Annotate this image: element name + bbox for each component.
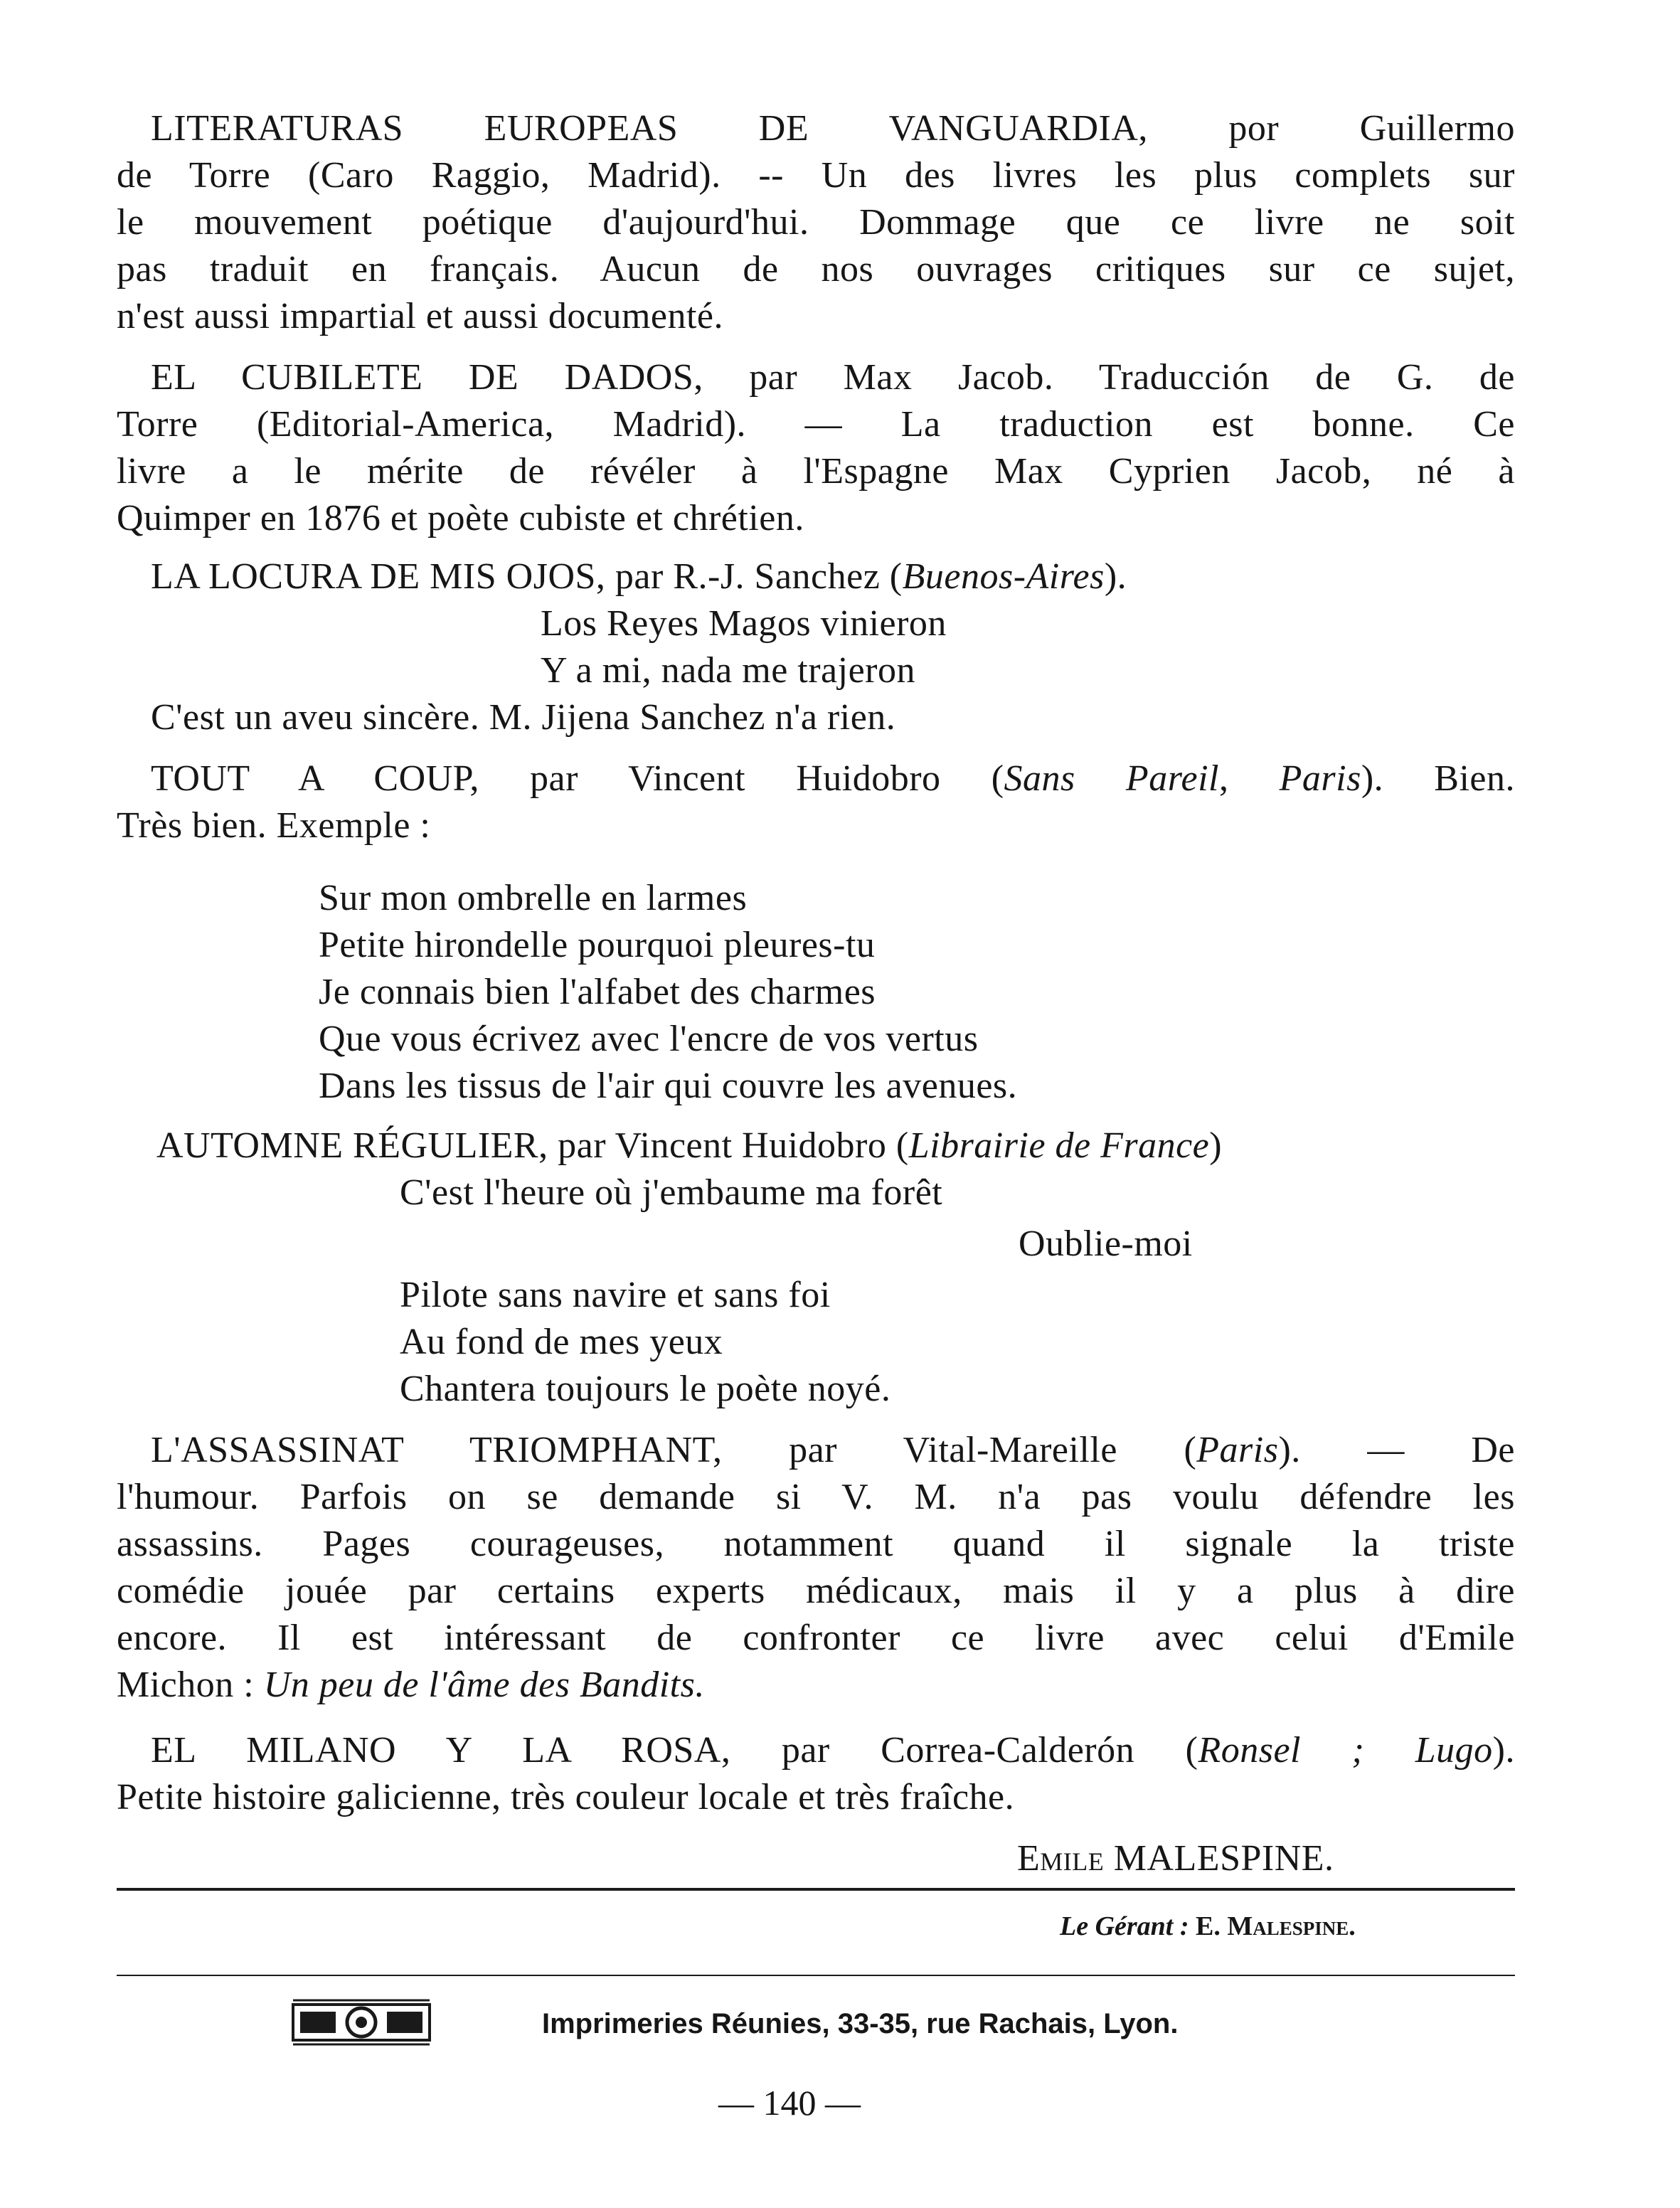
body-line: pas traduit en français. Aucun de nos ouvrages critiques sur ce sujet, — [117, 249, 1515, 290]
signature-last-name: MALESPINE. — [1113, 1838, 1334, 1879]
verse-line: Au fond de mes yeux — [400, 1322, 723, 1362]
body-line: Petite histoire galicienne, très couleur locale et très fraîche. — [117, 1777, 1015, 1817]
heading-text: ). — [1492, 1730, 1515, 1771]
verse-line: C'est l'heure où j'embaume ma forêt — [400, 1172, 943, 1213]
verse-line: Je connais bien l'alfabet des charmes — [319, 972, 876, 1012]
gerant-name: E. Malespine. — [1196, 1911, 1356, 1941]
heading-text: TOUT A COUP, par Vincent Huidobro ( — [151, 758, 1004, 799]
body-line: livre a le mérite de révéler à l'Espagne Max Cyprien Jacob, né à — [117, 451, 1515, 492]
body-line: n'est aussi impartial et aussi documenté. — [117, 296, 724, 336]
verse-line: Dans les tissus de l'air qui couvre les avenues. — [319, 1066, 1018, 1106]
heading-text: EL MILANO Y LA ROSA, par Correa-Calderón ( — [151, 1730, 1198, 1771]
heading-text: , — [1218, 758, 1280, 799]
entry-heading-line: LITERATURAS EUROPEAS DE VANGUARDIA, por Guillermo — [151, 108, 1515, 149]
body-line: de Torre (Caro Raggio, Madrid). -- Un des livres les plus complets sur — [117, 155, 1515, 196]
entry-heading-line — [151, 553, 1127, 600]
verse-line: Petite hirondelle pourquoi pleures-tu — [319, 925, 876, 965]
verse-line: Sur mon ombrelle en larmes — [319, 878, 748, 918]
entry-heading-line — [156, 1122, 1222, 1169]
cited-title: Un peu de l'âme des Bandits. — [263, 1665, 705, 1705]
heading-publisher: Librairie de France — [908, 1125, 1210, 1166]
divider-rule — [117, 1888, 1515, 1891]
heading-place: Buenos-Aires — [902, 556, 1105, 597]
entry-heading-line: EL CUBILETE DE DADOS, par Max Jacob. Traducción de G. de — [151, 357, 1515, 398]
heading-text: ) — [1209, 1125, 1223, 1166]
body-line: Très bien. Exemple : — [117, 805, 431, 846]
verse-line: Que vous écrivez avec l'encre de vos vertus — [319, 1019, 979, 1059]
entry-heading-line — [151, 755, 1515, 802]
heading-text: ). — [1104, 556, 1127, 597]
body-line: Torre (Editorial-America, Madrid). — La traduction est bonne. Ce — [117, 404, 1515, 445]
body-line: comédie jouée par certains experts médicaux, mais il y a plus à dire — [117, 1571, 1515, 1611]
page-number: — 140 — — [718, 2083, 861, 2123]
heading-text: AUTOMNE RÉGULIER, par Vincent Huidobro ( — [156, 1125, 909, 1166]
heading-publisher: Sans Pareil — [1004, 758, 1219, 799]
verse-line: Los Reyes Magos vinieron — [541, 603, 947, 644]
verse-line: Pilote sans navire et sans foi — [400, 1275, 831, 1315]
entry-heading-line — [151, 1427, 1515, 1474]
verse-line: Y a mi, nada me trajeron — [541, 650, 915, 691]
body-line: C'est un aveu sincère. M. Jijena Sanchez n'a rien. — [151, 697, 896, 738]
body-line: Quimper en 1876 et poète cubiste et chrétien. — [117, 498, 804, 538]
body-line — [117, 1662, 705, 1709]
body-text: Michon : — [117, 1665, 264, 1705]
heading-text: LA LOCURA DE MIS OJOS, par R.-J. Sanchez ( — [151, 556, 903, 597]
body-line: le mouvement poétique d'aujourd'hui. Dommage que ce livre ne soit — [117, 202, 1515, 243]
heading-text: L'ASSASSINAT TRIOMPHANT, par Vital-Mareille ( — [151, 1430, 1197, 1470]
heading-place: Paris — [1279, 758, 1361, 799]
body-line: l'humour. Parfois on se demande si V. M. n'a pas voulu défendre les — [117, 1477, 1515, 1517]
body-line: assassins. Pages courageuses, notamment quand il signale la triste — [117, 1524, 1515, 1564]
signature — [1017, 1835, 1334, 1882]
signature-first-name: Emile — [1017, 1838, 1105, 1879]
heading-place: Ronsel ; Lugo — [1198, 1730, 1493, 1771]
body-line: encore. Il est intéressant de confronter ce livre avec celui d'Emile — [117, 1618, 1515, 1658]
heading-text: ). — De — [1278, 1430, 1515, 1470]
gerant-line — [1060, 1911, 1356, 1942]
printer-imprint: Imprimeries Réunies, 33-35, rue Rachais, Lyon. — [542, 2008, 1179, 2039]
verse-line: Chantera toujours le poète noyé. — [400, 1369, 891, 1409]
divider-rule — [117, 1975, 1515, 1976]
entry-heading-line — [151, 1727, 1515, 1774]
heading-text: ). Bien. — [1361, 758, 1515, 799]
heading-place: Paris — [1196, 1430, 1279, 1470]
verse-line: Oublie-moi — [1019, 1224, 1193, 1264]
gerant-label: Le Gérant : — [1060, 1911, 1189, 1941]
printer-emblem — [290, 1997, 432, 2047]
